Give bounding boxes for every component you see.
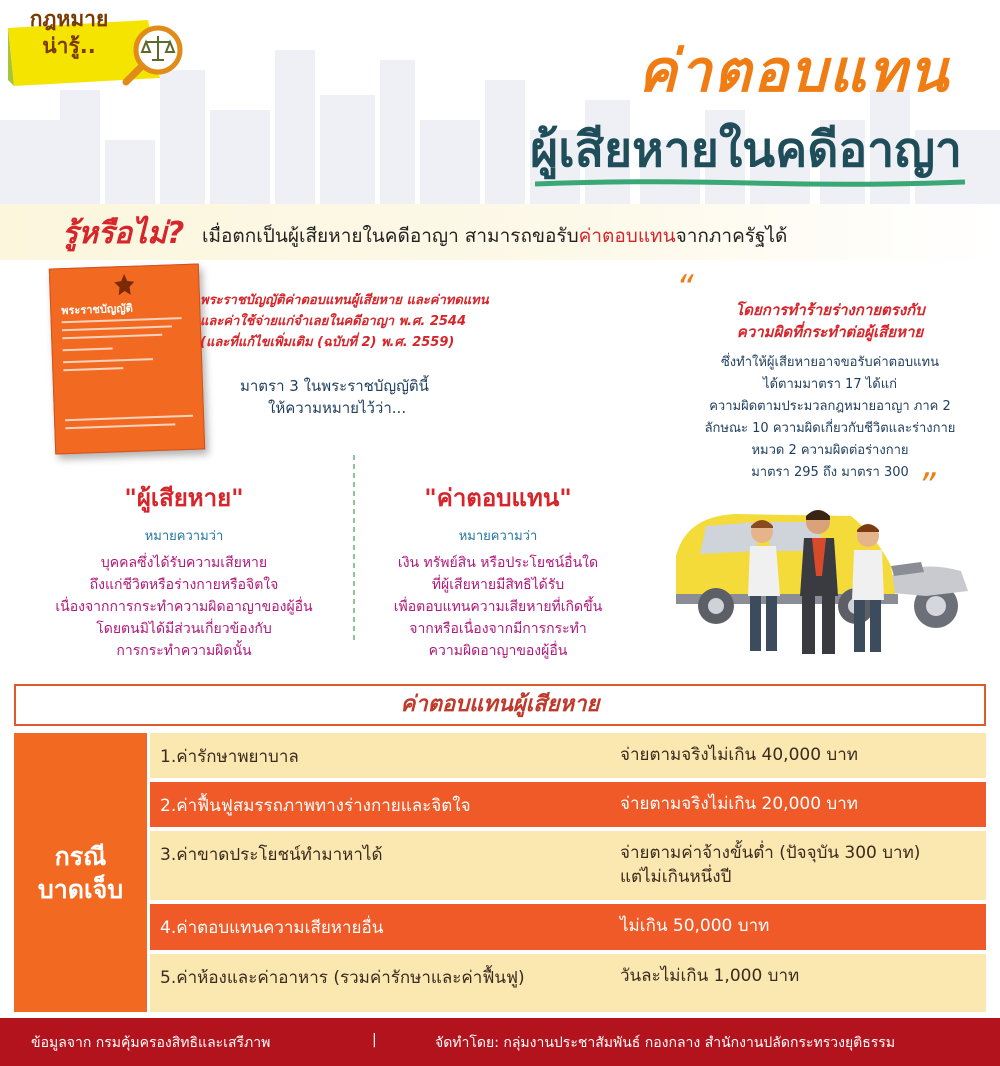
table-row (150, 733, 986, 778)
emblem-icon (112, 273, 137, 298)
row-item: 3.ค่าขาดประโยชน์ทำมาหาได้ (160, 845, 383, 865)
page-title-sub: ผู้เสียหายในคดีอาญา (530, 122, 962, 178)
intro-highlight: ค่าตอบแทน (578, 225, 676, 247)
intro-text: เมื่อตกเป็นผู้เสียหายในคดีอาญา สามารถขอรับค่าตอบแทนจากภาครัฐได้ (202, 225, 788, 247)
case-cell (14, 733, 147, 1012)
table-title: ค่าตอบแทนผู้เสียหาย (400, 692, 600, 717)
row-item: 4.ค่าตอบแทนความเสียหายอื่น (160, 918, 384, 938)
table-row (150, 782, 986, 827)
footer-separator: | (372, 1032, 377, 1048)
row-amount: จ่ายตามจริงไม่เกิน 40,000 บาท (620, 745, 858, 765)
quote-body: ซึ่งทำให้ผู้เสียหายอาจขอรับค่าตอบแทน ได้ตามมาตรา 17 ได้แก่ ความผิดตามประมวลกฎหมายอาญา ภาค 2 ลักษณะ 10 ความผิดเกี่ยวกับชีวิตและร่างกาย หมวด 2 ความผิดต่อร่างกาย มาตรา 295 ถึง มาตรา 300 (704, 355, 956, 480)
definition-victim: "ผู้เสียหาย" หมายความว่า บุคคลซึ่งได้รับความเสียหาย ถึงแก่ชีวิตหรือร่างกายหรือจิตใจ เนื่องจากการกระทำความผิดอาญาของผู้อื่น โดยตนมิได้มีส่วนเกี่ยวข้องกับ การกระทำความผิดนั้น (55, 484, 313, 659)
row-item: 2.ค่าฟื้นฟูสมรรถภาพทางร่างกายและจิตใจ (160, 796, 471, 816)
title-underline (535, 178, 965, 188)
row-amount: จ่ายตามจริงไม่เกิน 20,000 บาท (620, 794, 858, 814)
assault-scene-illustration (676, 496, 976, 666)
row-amount: วันละไม่เกิน 1,000 บาท (620, 966, 800, 986)
quote-open-icon: “ (676, 268, 694, 308)
section3-note: มาตรา 3 ในพระราชบัญญัตินี้ ให้ความหมายไว้ว่า... (240, 377, 429, 417)
law-book-image (49, 263, 205, 454)
table-title-box (14, 684, 986, 726)
row-item: 1.ค่ารักษาพยาบาล (160, 747, 299, 767)
footer (0, 1018, 1000, 1066)
quote-heading: โดยการทำร้ายร่างกายตรงกับ ความผิดที่กระทำต่อผู้เสียหาย (735, 301, 925, 341)
case-label: กรณี บาดเจ็บ (37, 841, 124, 904)
table-row (150, 954, 986, 1012)
page-title-main: ค่าตอบแทน (638, 37, 950, 105)
definition-compensation: "ค่าตอบแทน" หมายความว่า เงิน ทรัพย์สิน หรือประโยชน์อื่นใด ที่ผู้เสียหายมีสิทธิได้รับ เพื่อตอบแทนความเสียหายที่เกิดขึ้น จากหรือเนื่องจากมีการกระทำ ความผิดอาญาของผู้อื่น (393, 484, 603, 659)
quote-close-icon: ” (918, 466, 936, 506)
table-row (150, 904, 986, 950)
row-amount: จ่ายตามค่าจ้างขั้นต่ำ (ปัจจุบัน 300 บาท) แต่ไม่เกินหนึ่งปี (620, 843, 921, 887)
row-item: 5.ค่าห้องและค่าอาหาร (รวมค่ารักษาและค่าฟื้นฟู) (160, 968, 525, 988)
table-row (150, 831, 986, 900)
book-title: พระราชบัญญัติ (61, 301, 133, 318)
row-amount: ไม่เกิน 50,000 บาท (620, 916, 770, 936)
act-name: พระราชบัญญัติค่าตอบแทนผู้เสียหาย และค่าทดแทน และค่าใช้จ่ายแก่จำเลยในคดีอาญา พ.ศ. 2544 (และที่แก้ไขเพิ่มเติม (ฉบับที่ 2) พ.ศ. 2559) (200, 293, 489, 350)
badge-label: กฎหมาย น่ารู้.. (29, 7, 109, 58)
footer-source: ข้อมูลจาก กรมคุ้มครองสิทธิและเสรีภาพ (31, 1035, 271, 1051)
intro-question: รู้หรือไม่? (62, 216, 185, 251)
footer-credit: จัดทำโดย: กลุ่มงานประชาสัมพันธ์ กองกลาง สำนักงานปลัดกระทรวงยุติธรรม (435, 1035, 896, 1051)
